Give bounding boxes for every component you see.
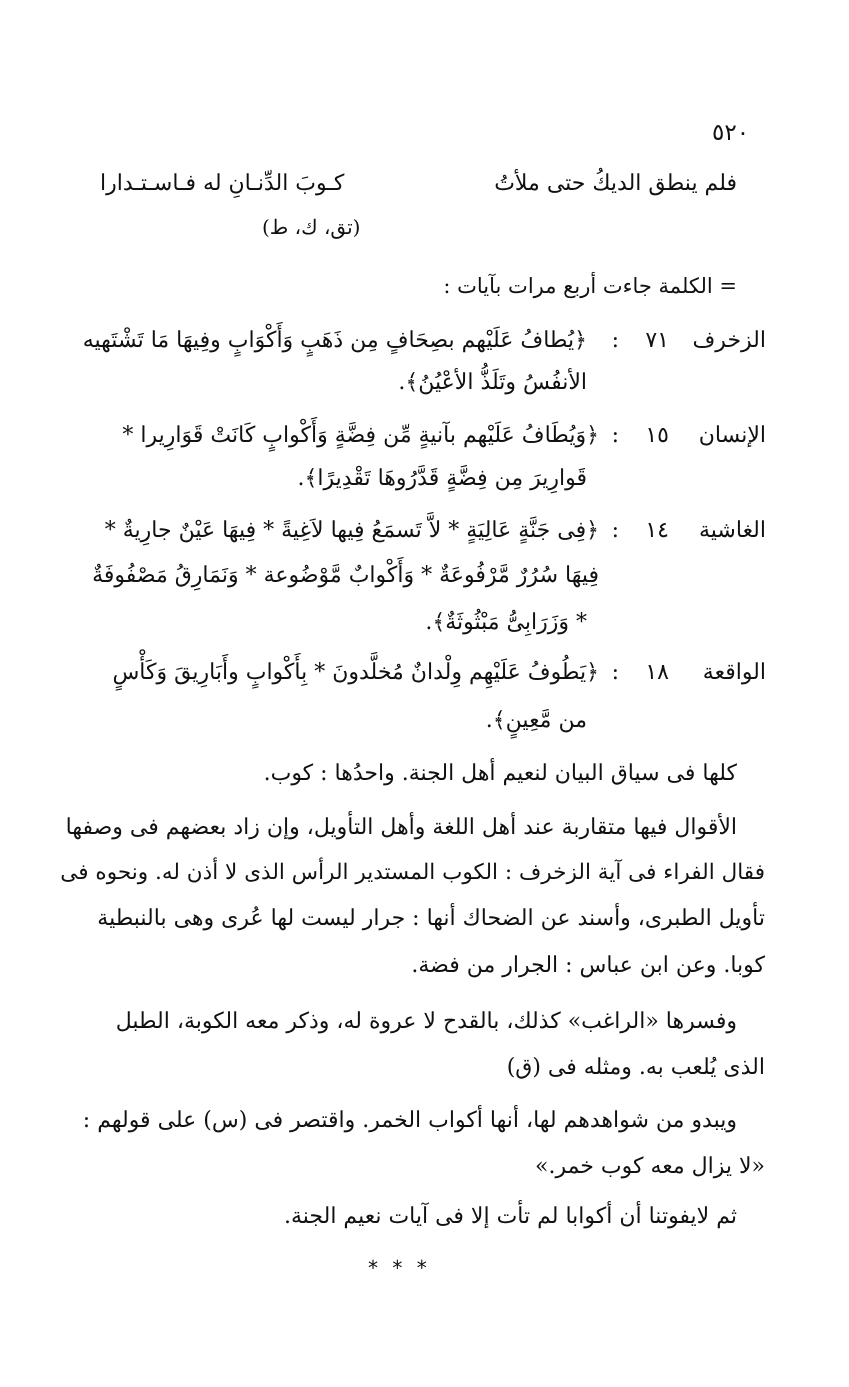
aya-colon: : <box>611 328 619 353</box>
aya-number: ٧١ <box>645 328 669 353</box>
summary-line: كلها فى سياق البيان لنعيم أهل الجنة. واحدُها : كوب. <box>263 761 737 786</box>
aya-text-line: فِيهَا سُرُرٌ مَّرْفُوعَةٌ * وَأَكْوابٌ مَّوْضُوعة * وَنَمَارِقُ مَصْفُوفَةٌ <box>92 563 599 588</box>
paragraph-line: «لا يزال معه كوب خمر.» <box>535 1154 765 1179</box>
sura-name: الزخرف <box>692 328 766 353</box>
aya-number: ١٤ <box>645 518 669 543</box>
aya-number: ١٥ <box>645 423 669 448</box>
sura-name: الغاشية <box>699 518 766 543</box>
aya-colon: : <box>611 518 619 543</box>
verse-right-hemistich: فلم ينطق الديكُ حتى ملأتُ <box>494 171 737 196</box>
paragraph-line: الأقوال فيها متقاربة عند أهل اللغة وأهل التأويل، وإن زاد بعضهم فى وصفها <box>65 815 737 840</box>
verse-left-hemistich: كـوبَ الدِّنـانِ له فـاسـتـدارا <box>100 171 345 196</box>
paragraph-line: الذى يُلعب به. ومثله فى (ق) <box>506 1055 765 1080</box>
aya-colon: : <box>611 423 619 448</box>
aya-text-line: ﴿يُطافُ عَلَيْهم بصِحَافٍ مِن ذَهَبٍ وَأَكْوَابٍ وفِيهَا مَا تَشْتَهيه <box>82 328 587 353</box>
aya-text-line: * وَزَرَابِىُّ مَبْثُوثَةٌ﴾. <box>425 610 587 635</box>
aya-colon: : <box>611 660 619 685</box>
aya-text-line: ﴿يَطُوفُ عَلَيْهِم وِلْدانٌ مُخلَّدونَ * بِأَكْوابٍ وأَبَارِيقَ وَكَأْسٍ <box>112 660 599 685</box>
sura-name: الواقعة <box>702 660 766 685</box>
aya-text-line: ﴿وَيُطَافُ عَلَيْهم بآنيةٍ مِّن فِضَّةٍ وَأَكْوابٍ كَانَتْ قَوَارِيرا * <box>122 423 599 448</box>
section-separator: * * * <box>368 1256 431 1280</box>
aya-number: ١٨ <box>645 660 669 685</box>
page-number: ٥٢٠ <box>712 120 750 146</box>
paragraph-line: فقال الفراء فى آية الزخرف : الكوب المستدير الرأس الذى لا أذن له. ونحوه فى <box>60 860 765 885</box>
aya-text-line: قَوارِيرَ مِن فِضَّةٍ قَدَّرُوهَا تَقْدِيرًا﴾. <box>297 466 587 491</box>
paragraph-line: وفسرها «الراغب» كذلك، بالقدح لا عروة له، وذكر معه الكوبة، الطبل <box>115 1009 737 1034</box>
intro-line: = الكلمة جاءت أربع مرات بآيات : <box>443 274 737 298</box>
closing-line: ثم لايفوتنا أن أكوابا لم تأت إلا فى آيات نعيم الجنة. <box>284 1204 737 1229</box>
aya-text-line: الأنفُسُ وتَلَذُّ الأعْيُنُ﴾. <box>398 370 587 395</box>
paragraph-line: تأويل الطبرى، وأسند عن الضحاك أنها : جرار ليست لها عُرى وهى بالنبطية <box>97 906 765 931</box>
verse-source: (تق، ك، ط) <box>262 215 361 239</box>
paragraph-line: كوبا. وعن ابن عباس : الجرار من فضة. <box>411 953 765 978</box>
paragraph-line: ويبدو من شواهدهم لها، أنها أكواب الخمر. واقتصر فى (س) على قولهم : <box>82 1108 737 1133</box>
sura-name: الإنسان <box>698 423 766 448</box>
aya-text-line: من مَّعِينٍ﴾. <box>485 708 587 733</box>
aya-text-line: ﴿فِى جَنَّةٍ عَالِيَةٍ * لاَّ تَسمَعُ فِيها لاَغِيةً * فِيهَا عَيْنٌ جارِيةٌ * <box>104 518 599 543</box>
